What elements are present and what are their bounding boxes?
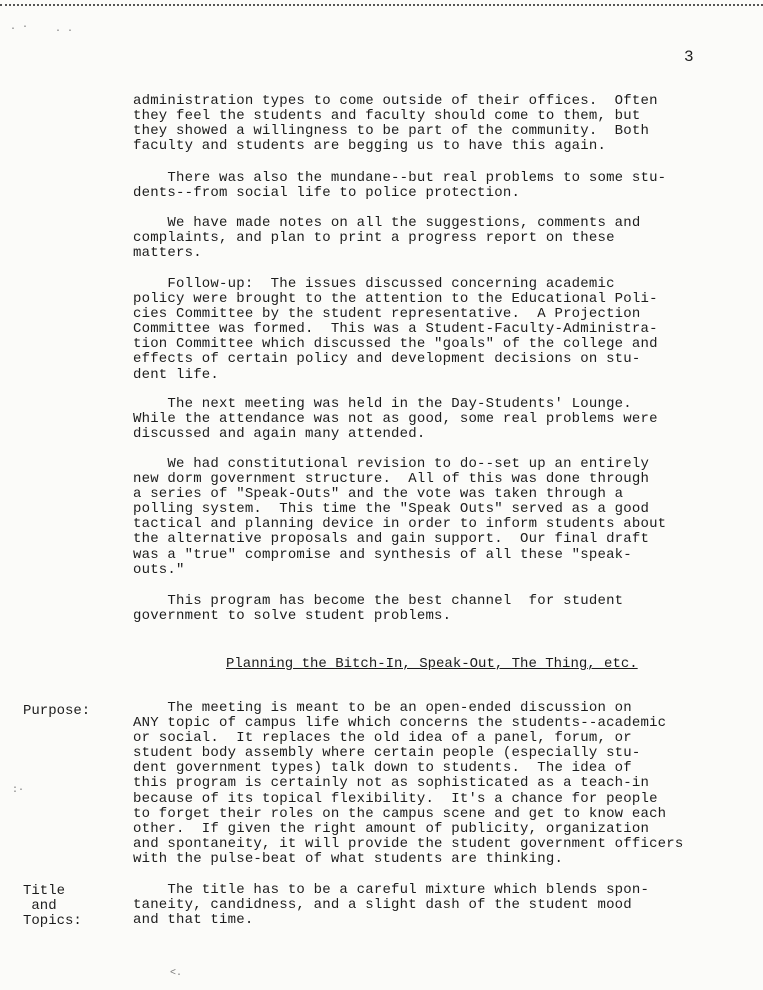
scan-speck: :· <box>12 785 25 796</box>
scan-speck: <. <box>170 968 183 979</box>
paragraph-3: We have made notes on all the suggestions, comments and complaints, and plan to print a progress report on these matters. <box>133 215 641 262</box>
paragraph-4: Follow-up: The issues discussed concerning academic policy were brought to the attention to the Educational Poli- cies Committee by the student representative. A Projection Committee was formed. This was a Student-Faculty-Administra- tion Committee which discussed the "goals" of the college and effects of certain policy and development decisions on stu- dent life. <box>133 276 658 383</box>
page-number: 3 <box>684 48 694 66</box>
purpose-label: Purpose: <box>23 703 91 719</box>
page-top-edge <box>0 0 763 6</box>
scan-speck: · · <box>55 26 74 37</box>
title-text: The title has to be a careful mixture which blends spon- taneity, candidness, and a slight dash of the student mood and that time. <box>133 882 650 929</box>
paragraph-5: The next meeting was held in the Day-Students' Lounge. While the attendance was not as good, some real problems were discussed and again many attended. <box>133 396 658 443</box>
scan-speck: . · <box>10 22 29 33</box>
purpose-text: The meeting is meant to be an open-ended discussion on ANY topic of campus life which concerns the students--academic or social. It replaces the old idea of a panel, forum, or student body assembly where certain people (especially stu- dent government types) talk down to students. The idea of this program is certainly not as sophisticated as a teach-in because of its topical flexibility. It's a chance for people to forget their roles on the campus scene and get to know each other. If given the right amount of publicity, organization and spontaneity, it will provide the student government officers with the pulse-beat of what students are thinking. <box>133 700 684 867</box>
title-topics-label: Title and Topics: <box>23 883 82 930</box>
paragraph-6: We had constitutional revision to do--set up an entirely new dorm government structure. All of this was done through a series of "Speak-Outs" and the vote was taken through a polling system. This time the "Speak Outs" served as a good tactical and planning device in order to inform students about the alternative proposals and gain support. Our final draft was a "true" compromise and synthesis of all these "speak- outs." <box>133 456 667 578</box>
section-heading: Planning the Bitch-In, Speak-Out, The Thing, etc. <box>226 656 638 672</box>
paragraph-1: administration types to come outside of their offices. Often they feel the students and faculty should come to them, but they showed a willingness to be part of the community. Both faculty and students are begging us to have this again. <box>133 93 658 155</box>
paragraph-2: There was also the mundane--but real problems to some stu- dents--from social life to police protection. <box>133 170 667 202</box>
paragraph-7: This program has become the best channel for student government to solve student problems. <box>133 593 624 625</box>
